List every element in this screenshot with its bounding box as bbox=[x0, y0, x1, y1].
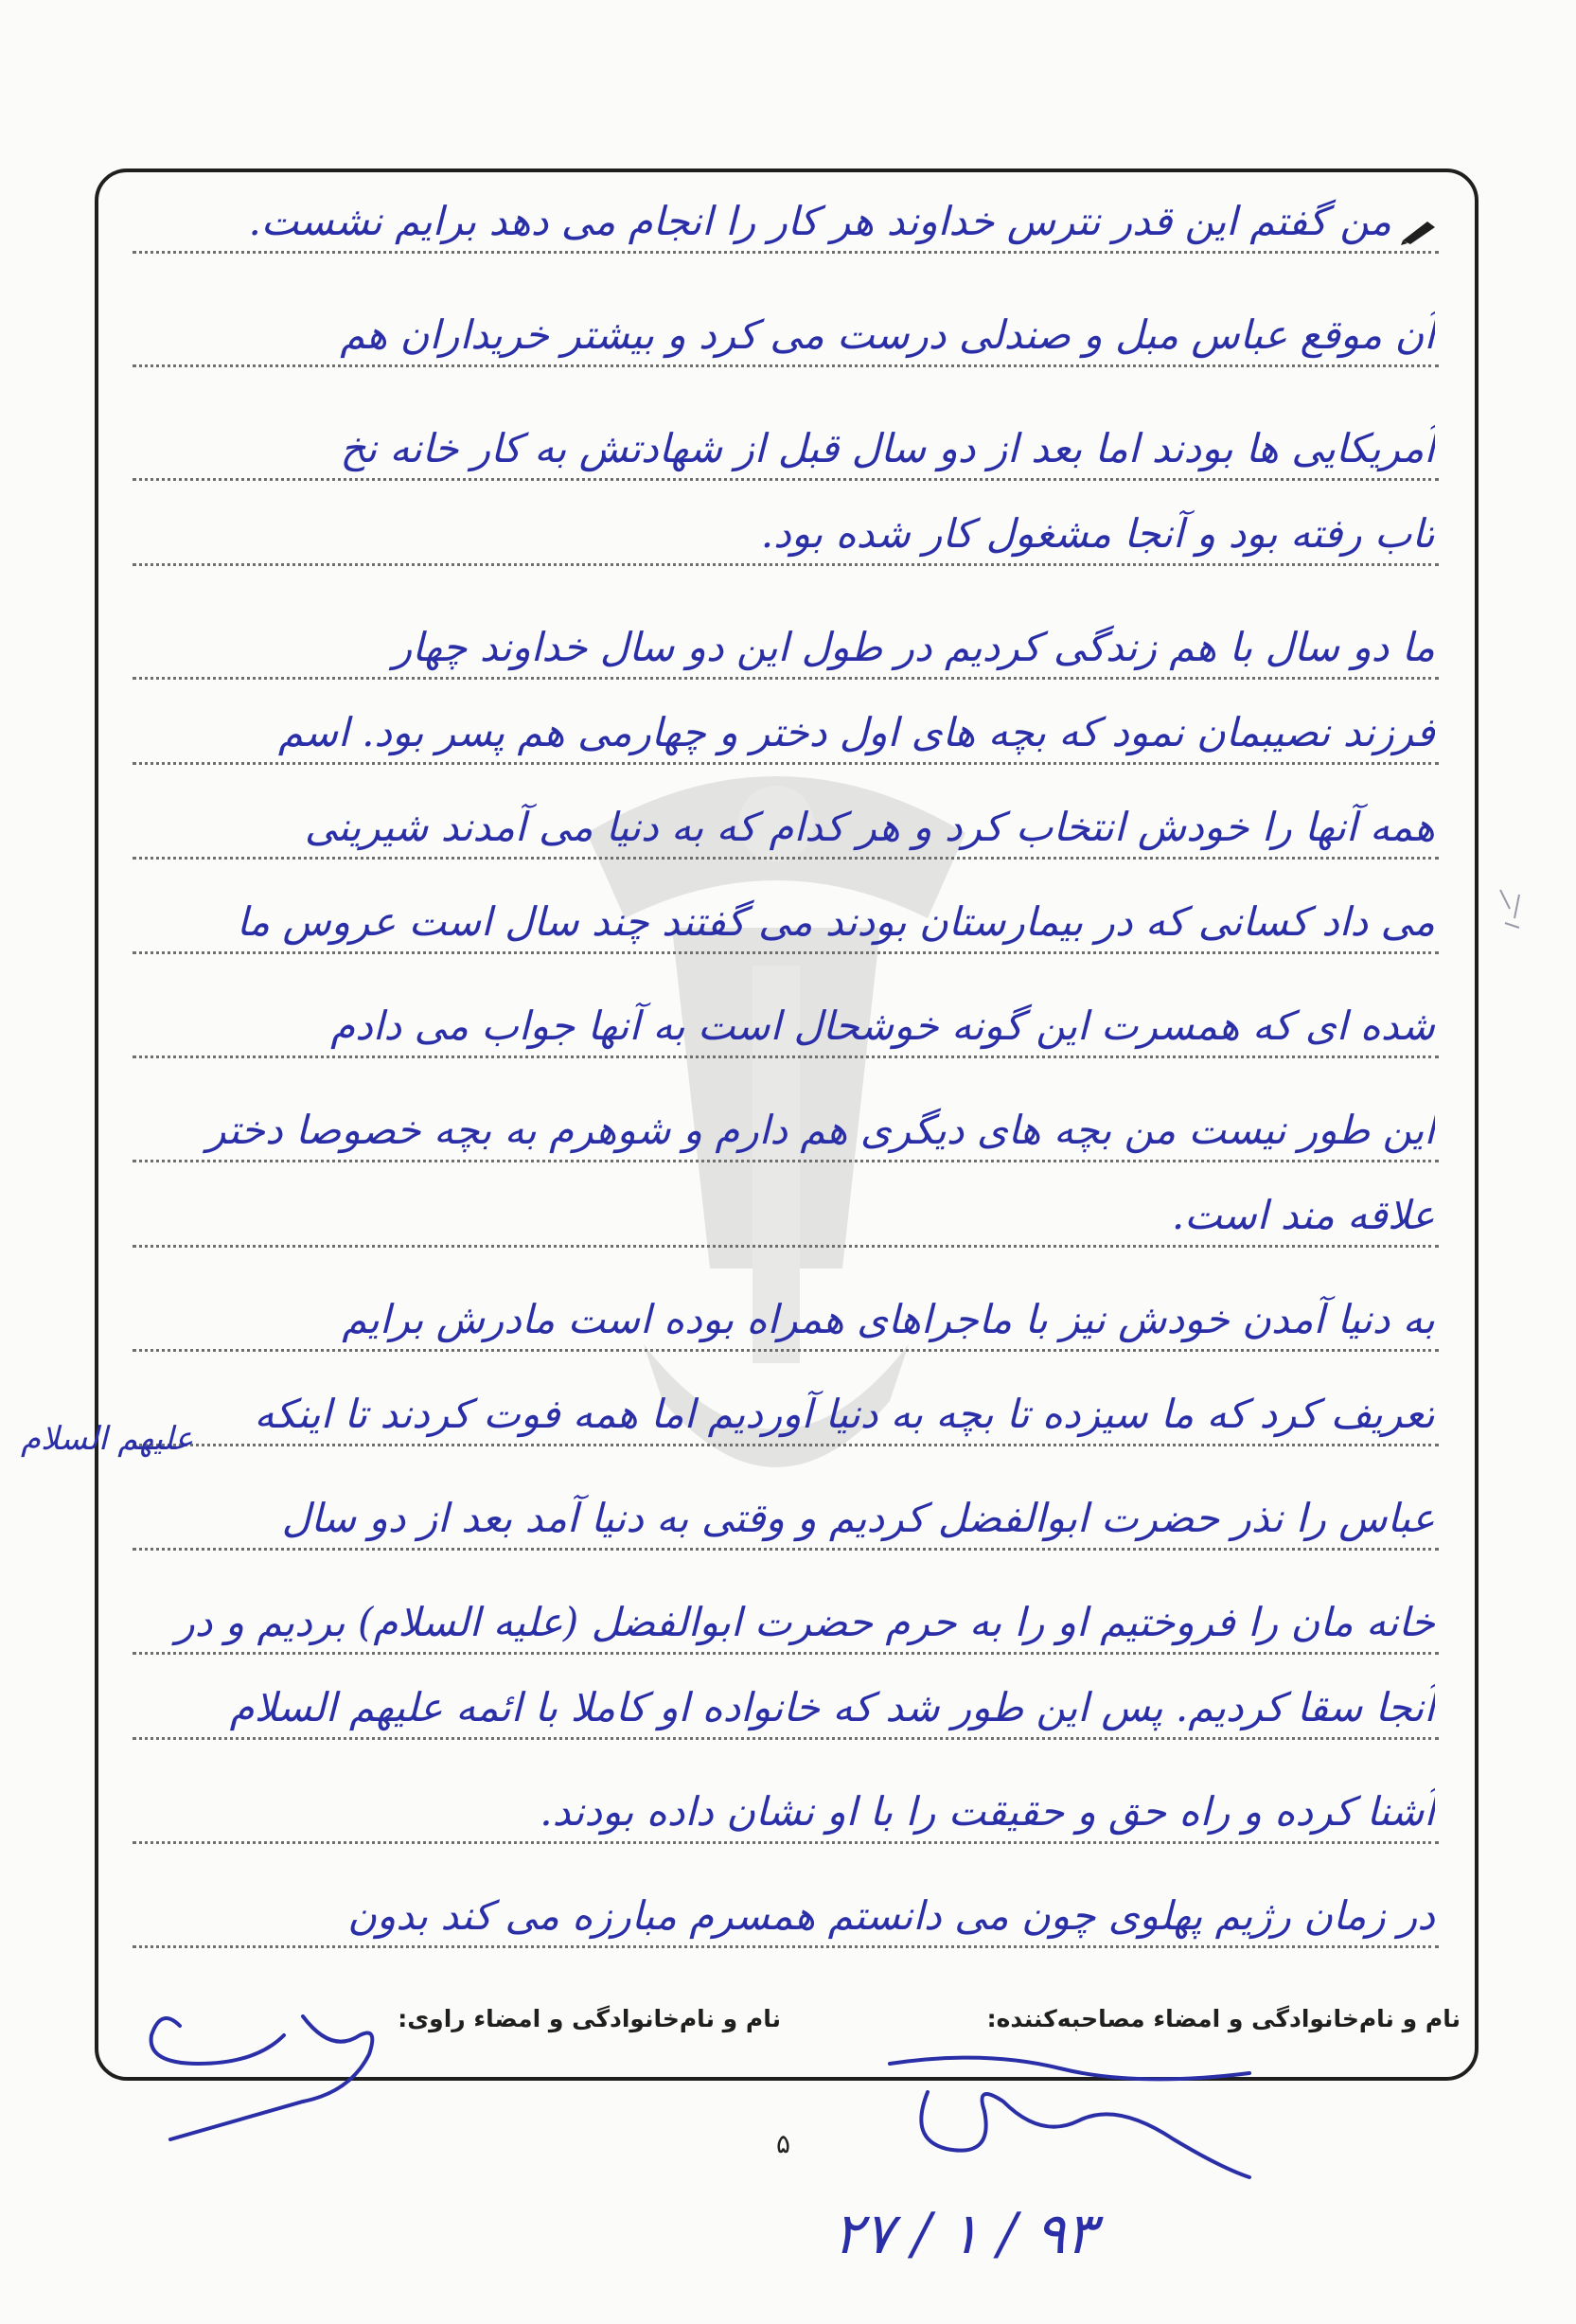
handwritten-text: فرزند نصیبمان نمود که بچه های اول دختر و چهارمی هم پسر بود. اسم bbox=[277, 709, 1435, 755]
narrator-signature-label: نام و نام‌خانوادگی و امضاء راوی: bbox=[398, 2005, 781, 2032]
text-line bbox=[133, 888, 1439, 954]
text-line bbox=[133, 793, 1439, 860]
handwritten-text: همه آنها را خودش انتخاب کرد و هر کدام که به دنیا می آمدند شیرینی bbox=[304, 804, 1435, 850]
handwritten-text: در زمان رژیم پهلوی چون می دانستم همسرم مبارزه می کند بدون bbox=[347, 1892, 1435, 1939]
handwritten-text: عباس را نذر حضرت ابوالفضل کردیم و وقتی به دنیا آمد بعد از دو سال bbox=[281, 1495, 1435, 1541]
margin-note: علیهم السلام bbox=[21, 1420, 194, 1458]
handwritten-text: آن موقع عباس مبل و صندلی درست می کرد و بیشتر خریداران هم bbox=[340, 311, 1435, 358]
text-line bbox=[133, 301, 1439, 367]
handwritten-text: خانه مان را فروختیم او را به حرم حضرت ابوالفضل (علیه السلام) بردیم و در bbox=[175, 1599, 1435, 1645]
handwritten-text: آشنا کرده و راه حق و حقیقت را با او نشان داده بودند. bbox=[540, 1788, 1435, 1835]
text-line bbox=[133, 1096, 1439, 1162]
text-line bbox=[133, 1286, 1439, 1352]
text-line bbox=[133, 415, 1439, 481]
text-line bbox=[133, 1882, 1439, 1948]
handwritten-text: تعریف کرد که ما سیزده تا بچه به دنیا آوردیم اما همه فوت کردند تا اینکه bbox=[254, 1391, 1435, 1437]
narrator-signature bbox=[142, 1997, 407, 2149]
ink-smudge bbox=[1491, 880, 1538, 937]
text-line bbox=[133, 1674, 1439, 1740]
handwritten-text: آنجا سقا کردیم. پس این طور شد که خانواده او کاملا با ائمه علیهم السلام bbox=[229, 1684, 1435, 1730]
text-line bbox=[133, 187, 1439, 254]
text-line bbox=[133, 1484, 1439, 1551]
text-line bbox=[133, 1588, 1439, 1655]
handwritten-date: ۹۳ / ۱ / ۲۷ bbox=[833, 2201, 1096, 2267]
handwritten-text: به دنیا آمدن خودش نیز با ماجراهای همراه بوده است مادرش برایم bbox=[342, 1296, 1435, 1342]
text-line bbox=[133, 1380, 1439, 1446]
interviewer-signature-label: نام و نام‌خانوادگی و امضاء مصاحبه‌کننده: bbox=[986, 2005, 1461, 2032]
handwritten-text: ما دو سال با هم زندگی کردیم در طول این دو سال خداوند چهار bbox=[392, 624, 1435, 670]
text-line bbox=[133, 613, 1439, 680]
page-number: ۵ bbox=[776, 2128, 791, 2159]
text-line bbox=[133, 1778, 1439, 1844]
text-line bbox=[133, 1181, 1439, 1248]
pen-icon bbox=[1399, 216, 1439, 246]
handwritten-text: آمریکایی ها بودند اما بعد از دو سال قبل از شهادتش به کار خانه نخ bbox=[340, 425, 1435, 471]
handwritten-text: علاقه مند است. bbox=[1171, 1192, 1435, 1238]
handwritten-text: شده ای که همسرت این گونه خوشحال است به آنها جواب می دادم bbox=[330, 1002, 1435, 1049]
handwritten-text: تاب رفته بود و آنجا مشغول کار شده بود. bbox=[760, 510, 1435, 557]
text-line bbox=[133, 699, 1439, 765]
handwritten-text: این طور نیست من بچه های دیگری هم دارم و شوهرم به بچه خصوصا دختر bbox=[206, 1107, 1435, 1153]
text-line bbox=[133, 500, 1439, 566]
interviewer-signature bbox=[871, 2035, 1268, 2206]
text-line bbox=[133, 992, 1439, 1058]
handwritten-text: من گفتم این قدر نترس خداوند هر کار را انجام می دهد برایم نشست. bbox=[248, 198, 1391, 244]
handwritten-text: می داد کسانی که در بیمارستان بودند می گفتند چند سال است عروس ما bbox=[236, 898, 1435, 945]
